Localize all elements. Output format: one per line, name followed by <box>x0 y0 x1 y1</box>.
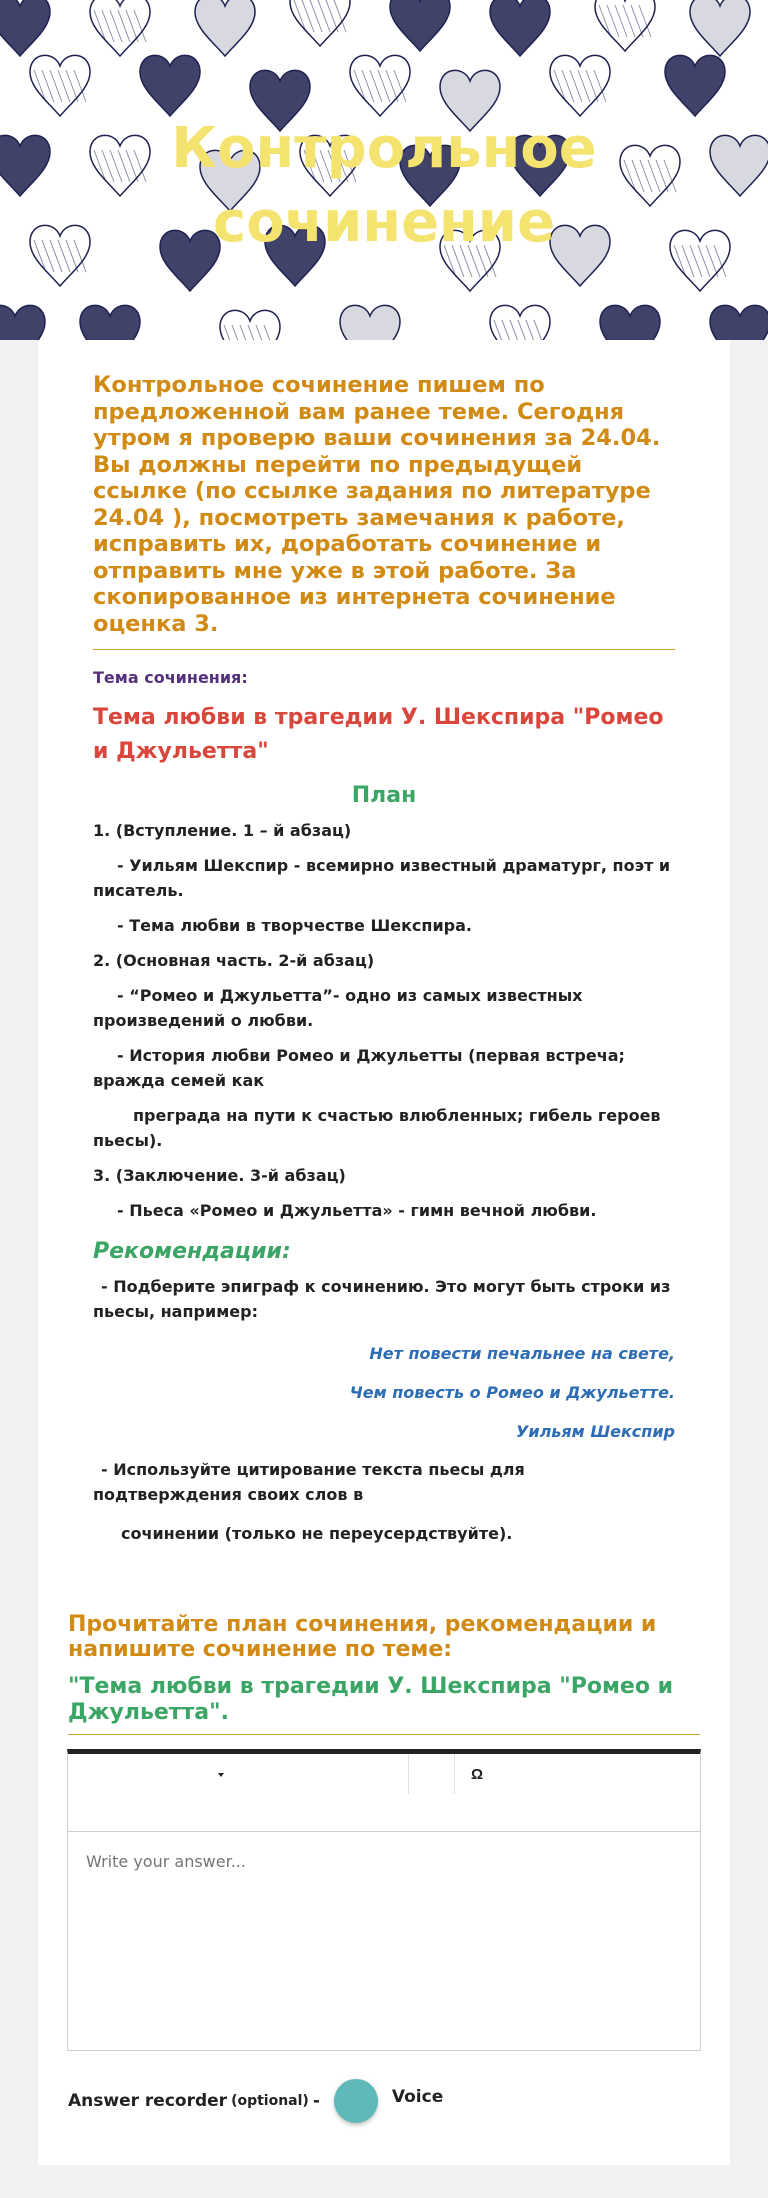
editor-toolbar <box>68 1754 700 1832</box>
header-banner <box>0 0 768 340</box>
heart-icon <box>350 55 410 116</box>
topic-label: Тема сочинения: <box>93 668 248 687</box>
divider <box>93 649 675 650</box>
plan-item: - История любви Ромео и Джульетты (первая встреча; вражда семей как <box>93 1046 625 1090</box>
intro-text: Контрольное сочинение пишем по предложенной вам ранее теме. Сегодня утром я проверю ваши сочинения за 24.04. Вы должны перейти по предыдущей ссылке (по ссылке задания по литературе 24.04 ), посмотреть замечания к работе, исправить их, доработать сочинение и отправить мне уже в этой работе. За скопированное из интернета сочинение оценка 3. <box>93 372 661 637</box>
assignment-content <box>93 372 675 1546</box>
plan-item: 3. (Заключение. 3-й абзац) <box>93 1166 346 1185</box>
plan-item: - Тема любви в творчестве Шекспира. <box>117 916 473 935</box>
answer-input[interactable] <box>84 1851 678 1872</box>
heart-icon <box>90 0 150 56</box>
heart-icon <box>490 0 550 56</box>
record-button[interactable] <box>334 2079 378 2123</box>
plan-item: - “Ромео и Джульетта”- одно из самых известных произведений о любви. <box>93 986 583 1030</box>
recorder-dash: - <box>312 2091 320 2111</box>
page-title-line1: Контрольное <box>171 116 597 181</box>
heart-icon <box>690 0 750 56</box>
page-title-line2: сочинение <box>213 190 555 255</box>
recommendation-tip: - Подберите эпиграф к сочинению. Это могут быть строки из пьесы, например: <box>93 1277 671 1321</box>
heart-icon <box>0 0 50 56</box>
heart-icon <box>290 0 350 46</box>
epigraph-line: Нет повести печальнее на свете, <box>369 1344 675 1363</box>
heart-icon <box>550 55 610 116</box>
heart-icon <box>340 305 400 340</box>
plan-item: 2. (Основная часть. 2-й абзац) <box>93 951 375 970</box>
heart-icon <box>710 305 768 340</box>
task-topic: "Тема любви в трагедии У. Шекспира "Ромео и Джульетта". <box>68 1674 674 1725</box>
answer-editor <box>67 1749 701 2051</box>
heart-icon <box>600 305 660 340</box>
heart-icon <box>30 55 90 116</box>
epigraph-line: Чем повесть о Ромео и Джульетте. <box>349 1383 675 1402</box>
heart-icon <box>140 55 200 116</box>
heart-icon <box>80 305 140 340</box>
plan-item: преграда на пути к счастью влюбленных; гибель героев пьесы). <box>93 1106 661 1150</box>
toolbar-divider <box>454 1754 455 1794</box>
recommendation-tip: - Используйте цитирование текста пьесы для подтверждения своих слов в <box>93 1460 525 1504</box>
heart-icon <box>665 55 725 116</box>
divider <box>68 1734 700 1735</box>
heart-icon <box>490 305 550 340</box>
caret-down-icon[interactable] <box>216 1770 236 1790</box>
page-title <box>0 112 768 260</box>
special-character-button[interactable]: Ω <box>471 1766 484 1783</box>
task-instruction: Прочитайте план сочинения, рекомендации и напишите сочинение по теме: <box>68 1612 657 1662</box>
plan-item: - Уильям Шекспир - всемирно известный драматург, поэт и писатель. <box>93 856 671 900</box>
task-section <box>68 1612 700 1735</box>
heart-icon <box>220 310 280 340</box>
voice-label[interactable]: Voice <box>391 2087 444 2107</box>
plan-item: 1. (Вступление. 1 – й абзац) <box>93 821 352 840</box>
recommendation-tip-continued: сочинении (только не переусердствуйте). <box>121 1524 513 1543</box>
recorder-optional: (optional) <box>231 2093 309 2109</box>
recommendations-title: Рекомендации: <box>93 1239 291 1264</box>
heart-icon <box>0 305 45 340</box>
answer-recorder <box>68 2078 443 2124</box>
heart-icon <box>390 0 450 51</box>
heart-icon <box>595 0 655 51</box>
recorder-label: Answer recorder <box>68 2091 228 2111</box>
epigraph-author: Уильям Шекспир <box>516 1422 675 1441</box>
heart-icon <box>195 0 255 56</box>
toolbar-divider <box>408 1754 409 1794</box>
plan-title: План <box>351 783 417 808</box>
topic-heading: Тема любви в трагедии У. Шекспира "Ромео и Джульетта" <box>93 705 664 764</box>
plan-item: - Пьеса «Ромео и Джульетта» - гимн вечной любви. <box>117 1201 597 1220</box>
